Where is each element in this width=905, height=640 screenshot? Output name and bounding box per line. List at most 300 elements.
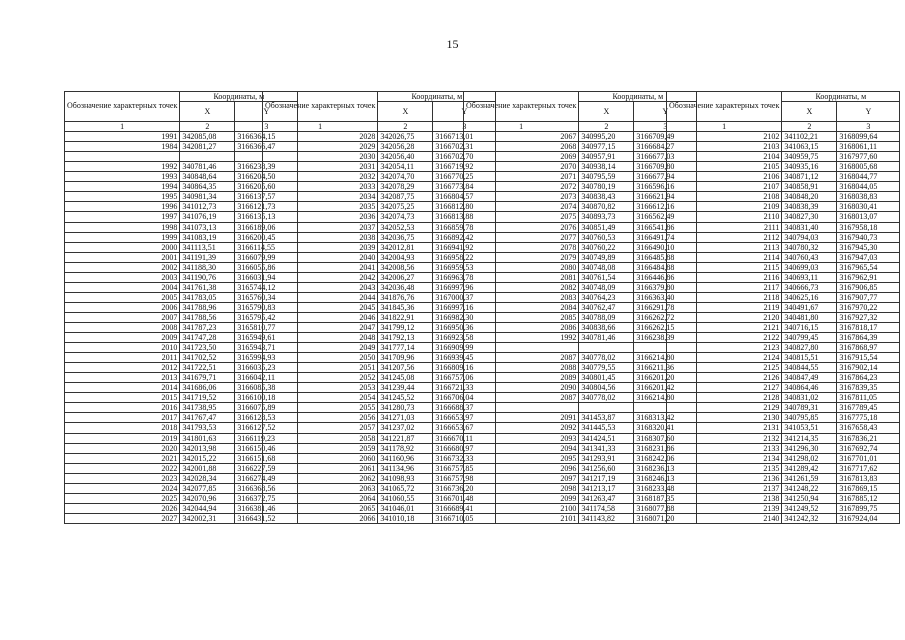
- table-row: [667, 192, 900, 202]
- table-row: [464, 513, 697, 523]
- point-number-cell: 2040: [263, 252, 378, 262]
- table-row: [464, 393, 697, 403]
- y-coordinate-cell: 3166941,92: [433, 242, 496, 252]
- point-number-cell: 2052: [263, 373, 378, 383]
- point-number-cell: 1993: [65, 172, 180, 182]
- table-row: [464, 363, 697, 373]
- y-coordinate-cell: 3168044,77: [837, 172, 900, 182]
- x-coordinate-cell: 341214,35: [782, 433, 837, 443]
- y-coordinate-cell: 3168313,42: [634, 413, 697, 423]
- y-coordinate-cell: 3166238,39: [634, 333, 697, 343]
- point-number-cell: 2093: [464, 433, 579, 443]
- x-coordinate-cell: 342013,98: [180, 443, 235, 453]
- table-row: [667, 383, 900, 393]
- y-coordinate-cell: 3167818,17: [837, 322, 900, 332]
- point-number-cell: 2001: [65, 252, 180, 262]
- point-number-cell: 2088: [464, 363, 579, 373]
- x-coordinate-cell: 341083,19: [180, 232, 235, 242]
- x-coordinate-cell: 340935,16: [782, 162, 837, 172]
- y-coordinate-cell: 3168307,60: [634, 433, 697, 443]
- point-number-cell: 2037: [263, 222, 378, 232]
- point-number-cell: 2033: [263, 182, 378, 192]
- x-coordinate-cell: 341053,51: [782, 423, 837, 433]
- x-coordinate-cell: 340851,49: [579, 222, 634, 232]
- y-coordinate-cell: 3166709,49: [634, 132, 697, 142]
- point-number-cell: 2024: [65, 483, 180, 493]
- point-number-cell: 2082: [464, 282, 579, 292]
- table-row: [667, 282, 900, 292]
- point-number-cell: 2028: [263, 132, 378, 142]
- y-coordinate-cell: 3166706,04: [433, 393, 496, 403]
- table-row: [464, 162, 697, 172]
- x-coordinate-cell: 341783,05: [180, 292, 235, 302]
- point-number-cell: 2050: [263, 353, 378, 363]
- x-coordinate-cell: 340848,20: [782, 192, 837, 202]
- y-coordinate-cell: 3166128,53: [235, 413, 298, 423]
- table-row: [667, 333, 900, 343]
- point-number-cell: 2136: [667, 473, 782, 483]
- y-coordinate-cell: 3167868,97: [837, 343, 900, 353]
- x-coordinate-cell: 341102,21: [782, 132, 837, 142]
- point-number-cell: 2109: [667, 202, 782, 212]
- table-row: [464, 403, 697, 413]
- y-coordinate-cell: 3166201,42: [634, 383, 697, 393]
- point-number-cell: 2006: [65, 302, 180, 312]
- column-number: 1: [667, 122, 782, 132]
- x-coordinate-cell: 340794,03: [782, 232, 837, 242]
- x-coordinate-cell: 340780,32: [782, 242, 837, 252]
- point-number-cell: 2070: [464, 162, 579, 172]
- table-row: [263, 493, 496, 503]
- x-coordinate-cell: 340748,09: [579, 282, 634, 292]
- x-coordinate-cell: 342036,75: [378, 232, 433, 242]
- y-coordinate-cell: 3166127,52: [235, 423, 298, 433]
- table-row: [667, 403, 900, 413]
- point-number-cell: 2023: [65, 473, 180, 483]
- table-row: [464, 353, 697, 363]
- x-coordinate-cell: 341702,52: [180, 353, 235, 363]
- x-coordinate-cell: 340780,19: [579, 182, 634, 192]
- point-number-cell: 2004: [65, 282, 180, 292]
- column-number: 2: [782, 122, 837, 132]
- x-coordinate-cell: 340778,02: [579, 353, 634, 363]
- point-number-cell: 2054: [263, 393, 378, 403]
- table-row: [464, 202, 697, 212]
- x-coordinate-cell: 341010,18: [378, 513, 433, 523]
- x-coordinate-cell: 341178,92: [378, 443, 433, 453]
- x-coordinate-cell: 340761,54: [579, 272, 634, 282]
- point-number-cell: 2008: [65, 322, 180, 332]
- y-coordinate-cell: 3166804,57: [433, 192, 496, 202]
- x-coordinate-cell: 342075,25: [378, 202, 433, 212]
- x-coordinate-cell: 341280,73: [378, 403, 433, 413]
- point-number-cell: 2026: [65, 503, 180, 513]
- point-number-cell: 2122: [667, 333, 782, 343]
- x-coordinate-cell: 340838,39: [782, 202, 837, 212]
- x-coordinate-cell: 341143,82: [579, 513, 634, 523]
- point-number-cell: 2131: [667, 423, 782, 433]
- x-coordinate-cell: 342001,88: [180, 463, 235, 473]
- y-coordinate-cell: 3167813,83: [837, 473, 900, 483]
- y-coordinate-cell: 3166541,86: [634, 222, 697, 232]
- point-number-cell: 2124: [667, 353, 782, 363]
- x-coordinate-cell: 342085,08: [180, 132, 235, 142]
- table-row: [263, 222, 496, 232]
- y-coordinate-cell: 3167864,39: [837, 333, 900, 343]
- x-coordinate-cell: 341237,02: [378, 423, 433, 433]
- table-row: [464, 192, 697, 202]
- y-coordinate-cell: 3166653,97: [433, 413, 496, 423]
- coords-label-header: Координаты, м: [378, 92, 496, 102]
- table-row: [263, 403, 496, 413]
- table-row: [667, 513, 900, 523]
- x-coordinate-cell: 342015,22: [180, 453, 235, 463]
- point-number-cell: 2121: [667, 322, 782, 332]
- point-number-cell: 2047: [263, 322, 378, 332]
- y-coordinate-cell: 3166621,94: [634, 192, 697, 202]
- point-number-cell: 2061: [263, 463, 378, 473]
- x-coordinate-cell: 341188,30: [180, 262, 235, 272]
- table-row: [667, 393, 900, 403]
- y-coordinate-cell: 3166959,53: [433, 262, 496, 272]
- point-number-cell: 2112: [667, 232, 782, 242]
- table-row: [464, 252, 697, 262]
- y-coordinate-cell: 3165795,42: [235, 312, 298, 322]
- x-coordinate-cell: 341722,51: [180, 363, 235, 373]
- y-coordinate-cell: 3168242,06: [634, 453, 697, 463]
- table-row: [464, 483, 697, 493]
- x-coordinate-cell: 341341,33: [579, 443, 634, 453]
- table-row: [263, 132, 496, 142]
- y-coordinate-cell: 3167836,21: [837, 433, 900, 443]
- y-coordinate-cell: 3168013,07: [837, 212, 900, 222]
- table-row: [464, 262, 697, 272]
- page-number: 15: [446, 37, 459, 51]
- point-number-cell: 2059: [263, 443, 378, 453]
- x-coordinate-cell: 341239,44: [378, 383, 433, 393]
- x-header: X: [180, 102, 235, 122]
- y-coordinate-cell: 3166484,88: [634, 262, 697, 272]
- y-coordinate-cell: 3166562,49: [634, 212, 697, 222]
- x-coordinate-cell: 341801,63: [180, 433, 235, 443]
- point-number-cell: 2090: [464, 383, 579, 393]
- table-row: [667, 353, 900, 363]
- point-number-cell: 2114: [667, 252, 782, 262]
- y-coordinate-cell: 3166031,94: [235, 272, 298, 282]
- point-number-cell: 2129: [667, 403, 782, 413]
- point-number-cell: 2049: [263, 343, 378, 353]
- x-coordinate-cell: 341788,56: [180, 312, 235, 322]
- x-coordinate-cell: 341190,76: [180, 272, 235, 282]
- y-coordinate-cell: 3166274,49: [235, 473, 298, 483]
- table-row: [263, 383, 496, 393]
- y-coordinate-cell: 3166812,80: [433, 202, 496, 212]
- table-row: [263, 282, 496, 292]
- point-number-cell: 2042: [263, 272, 378, 282]
- table-row: [464, 343, 697, 353]
- x-coordinate-cell: 342012,81: [378, 242, 433, 252]
- table-row: [464, 142, 697, 152]
- x-coordinate-cell: 341761,38: [180, 282, 235, 292]
- point-number-cell: 2013: [65, 373, 180, 383]
- table-row: [667, 152, 900, 162]
- y-coordinate-cell: 3166721,33: [433, 383, 496, 393]
- table-row: [464, 453, 697, 463]
- table-row: [263, 433, 496, 443]
- point-number-cell: 2065: [263, 503, 378, 513]
- x-header: X: [782, 102, 837, 122]
- x-coordinate-cell: 340762,47: [579, 302, 634, 312]
- point-number-cell: 2140: [667, 513, 782, 523]
- x-coordinate-cell: 342087,75: [378, 192, 433, 202]
- table-row: [464, 333, 697, 343]
- point-number-cell: 2036: [263, 212, 378, 222]
- x-coordinate-cell: 342036,48: [378, 282, 433, 292]
- x-coordinate-cell: 340491,67: [782, 302, 837, 312]
- table-row: [263, 262, 496, 272]
- x-coordinate-cell: 340864,46: [782, 383, 837, 393]
- y-coordinate-cell: 3166773,84: [433, 182, 496, 192]
- column-number: 3: [433, 122, 496, 132]
- point-number-cell: 2073: [464, 192, 579, 202]
- table-row: [667, 473, 900, 483]
- x-coordinate-cell: 341876,76: [378, 292, 433, 302]
- table-body: [263, 132, 496, 524]
- point-number-cell: [464, 343, 579, 353]
- x-coordinate-cell: 341245,08: [378, 373, 433, 383]
- table-row: [667, 413, 900, 423]
- x-coordinate-cell: 340831,40: [782, 222, 837, 232]
- point-number-cell: 2096: [464, 463, 579, 473]
- table-body: [464, 132, 697, 524]
- point-number-cell: 2119: [667, 302, 782, 312]
- table-row: [464, 302, 697, 312]
- x-coordinate-cell: 340827,80: [782, 343, 837, 353]
- x-coordinate-cell: 341046,01: [378, 503, 433, 513]
- x-coordinate-cell: 341747,28: [180, 333, 235, 343]
- point-number-cell: 2005: [65, 292, 180, 302]
- y-coordinate-cell: 3167940,73: [837, 232, 900, 242]
- y-coordinate-cell: 3168038,83: [837, 192, 900, 202]
- table-row: [667, 343, 900, 353]
- x-coordinate-cell: 341191,39: [180, 252, 235, 262]
- y-coordinate-cell: 3166151,68: [235, 453, 298, 463]
- point-number-cell: 2009: [65, 333, 180, 343]
- x-coordinate-cell: 340779,55: [579, 363, 634, 373]
- point-number-cell: 2130: [667, 413, 782, 423]
- table-row: [263, 322, 496, 332]
- y-coordinate-cell: 3166909,99: [433, 343, 496, 353]
- point-number-cell: 2139: [667, 503, 782, 513]
- y-coordinate-cell: 3167885,12: [837, 493, 900, 503]
- y-coordinate-cell: 3166150,46: [235, 443, 298, 453]
- y-coordinate-cell: 3167958,18: [837, 222, 900, 232]
- x-coordinate-cell: 340864,35: [180, 182, 235, 192]
- point-number-cell: 2007: [65, 312, 180, 322]
- table-row: [263, 302, 496, 312]
- y-coordinate-cell: 3166214,80: [634, 393, 697, 403]
- table-row: [667, 312, 900, 322]
- point-number-cell: 2066: [263, 513, 378, 523]
- table-row: [464, 443, 697, 453]
- point-number-cell: 2012: [65, 363, 180, 373]
- table-row: [263, 443, 496, 453]
- y-coordinate-cell: 3166997,16: [433, 302, 496, 312]
- x-coordinate-cell: 340938,14: [579, 162, 634, 172]
- table-row: [667, 322, 900, 332]
- x-coordinate-cell: 341160,96: [378, 453, 433, 463]
- table-row: [667, 423, 900, 433]
- y-coordinate-cell: 3167869,15: [837, 483, 900, 493]
- table-row: [667, 483, 900, 493]
- table-row: [263, 343, 496, 353]
- point-number-cell: 2071: [464, 172, 579, 182]
- point-number-cell: 2111: [667, 222, 782, 232]
- table-row: [263, 272, 496, 282]
- x-coordinate-cell: 340831,02: [782, 393, 837, 403]
- y-coordinate-cell: 3168061,11: [837, 142, 900, 152]
- point-number-cell: 2046: [263, 312, 378, 322]
- y-coordinate-cell: 3166368,56: [235, 483, 298, 493]
- y-coordinate-cell: 3166119,23: [235, 433, 298, 443]
- x-coordinate-cell: 341063,15: [782, 142, 837, 152]
- column-number: 2: [579, 122, 634, 132]
- table-row: [667, 142, 900, 152]
- coords-label-header: Координаты, м: [782, 92, 900, 102]
- table-row: [464, 272, 697, 282]
- x-coordinate-cell: 342074,70: [378, 172, 433, 182]
- x-header: X: [579, 102, 634, 122]
- x-coordinate-cell: 342077,85: [180, 483, 235, 493]
- y-coordinate-cell: 3166892,42: [433, 232, 496, 242]
- x-coordinate-cell: 340827,30: [782, 212, 837, 222]
- x-coordinate-cell: 340789,31: [782, 403, 837, 413]
- y-coordinate-cell: 3166291,78: [634, 302, 697, 312]
- table-row: [667, 252, 900, 262]
- point-number-cell: 2106: [667, 172, 782, 182]
- x-coordinate-cell: 342028,34: [180, 473, 235, 483]
- y-coordinate-cell: 3166055,86: [235, 262, 298, 272]
- point-number-cell: 1999: [65, 232, 180, 242]
- y-coordinate-cell: 3166770,25: [433, 172, 496, 182]
- y-coordinate-cell: 3167907,77: [837, 292, 900, 302]
- point-number-cell: 1984: [65, 142, 180, 152]
- point-number-cell: 2029: [263, 142, 378, 152]
- point-number-cell: 1992: [464, 333, 579, 343]
- table-row: [667, 182, 900, 192]
- y-coordinate-cell: 3166227,59: [235, 463, 298, 473]
- x-coordinate-cell: 341686,06: [180, 383, 235, 393]
- point-number-cell: 2055: [263, 403, 378, 413]
- point-number-cell: 2022: [65, 463, 180, 473]
- coordinates-table-4: [666, 91, 900, 524]
- point-number-cell: 2084: [464, 302, 579, 312]
- y-coordinate-cell: 3166075,89: [235, 403, 298, 413]
- y-coordinate-cell: 3167864,23: [837, 373, 900, 383]
- point-number-cell: 2095: [464, 453, 579, 463]
- point-number-cell: 2134: [667, 453, 782, 463]
- point-number-cell: 2120: [667, 312, 782, 322]
- table-row: [667, 503, 900, 513]
- y-coordinate-cell: 3167899,75: [837, 503, 900, 513]
- x-coordinate-cell: 340781,46: [579, 333, 634, 343]
- x-coordinate-cell: [579, 343, 634, 353]
- x-coordinate-cell: 340749,89: [579, 252, 634, 262]
- point-number-cell: 2031: [263, 162, 378, 172]
- table-row: [464, 312, 697, 322]
- x-coordinate-cell: 341213,17: [579, 483, 634, 493]
- x-coordinate-cell: 340760,22: [579, 242, 634, 252]
- table-row: [667, 292, 900, 302]
- x-coordinate-cell: 341271,03: [378, 413, 433, 423]
- x-coordinate-cell: 341261,59: [782, 473, 837, 483]
- table-row: [263, 373, 496, 383]
- x-coordinate-cell: 340625,16: [782, 292, 837, 302]
- x-coordinate-cell: 341293,91: [579, 453, 634, 463]
- point-number-cell: 2044: [263, 292, 378, 302]
- x-coordinate-cell: 342002,31: [180, 513, 235, 523]
- y-coordinate-cell: 3166238,39: [235, 162, 298, 172]
- x-coordinate-cell: 342070,96: [180, 493, 235, 503]
- y-coordinate-cell: 3167775,18: [837, 413, 900, 423]
- y-coordinate-cell: 3166963,78: [433, 272, 496, 282]
- point-number-cell: 2014: [65, 383, 180, 393]
- x-coordinate-cell: 341445,53: [579, 423, 634, 433]
- coords-label-header: Координаты, м: [180, 92, 298, 102]
- y-coordinate-cell: 3167789,45: [837, 403, 900, 413]
- y-coordinate-cell: 3166100,18: [235, 393, 298, 403]
- table-row: [667, 172, 900, 182]
- y-coordinate-cell: 3166205,60: [235, 182, 298, 192]
- x-coordinate-cell: 341245,52: [378, 393, 433, 403]
- x-coordinate-cell: 341289,42: [782, 463, 837, 473]
- x-coordinate-cell: 340959,75: [782, 152, 837, 162]
- coordinates-table-3: [463, 91, 697, 524]
- table-row: [464, 292, 697, 302]
- x-coordinate-cell: 341453,87: [579, 413, 634, 423]
- x-coordinate-cell: 340847,49: [782, 373, 837, 383]
- x-coordinate-cell: 342026,75: [378, 132, 433, 142]
- point-number-cell: 2123: [667, 343, 782, 353]
- point-number-cell: 2132: [667, 433, 782, 443]
- x-coordinate-cell: 341298,02: [782, 453, 837, 463]
- point-number-cell: 2027: [65, 513, 180, 523]
- x-coordinate-cell: 341098,93: [378, 473, 433, 483]
- point-number-cell: 2030: [263, 152, 378, 162]
- y-coordinate-cell: 3166689,41: [433, 503, 496, 513]
- x-coordinate-cell: 341174,58: [579, 503, 634, 513]
- table-row: [263, 182, 496, 192]
- point-number-cell: 2062: [263, 473, 378, 483]
- table-row: [263, 242, 496, 252]
- table-row: [667, 222, 900, 232]
- point-number-cell: 2015: [65, 393, 180, 403]
- y-coordinate-cell: 3166684,27: [634, 142, 697, 152]
- y-coordinate-cell: 3166688,37: [433, 403, 496, 413]
- y-coordinate-cell: 3166201,20: [634, 373, 697, 383]
- point-label-header: Обозначение характерных точек: [464, 92, 579, 122]
- y-coordinate-cell: 3166085,38: [235, 383, 298, 393]
- point-number-cell: 2010: [65, 343, 180, 353]
- point-number-cell: 2067: [464, 132, 579, 142]
- y-coordinate-cell: 3166114,55: [235, 242, 298, 252]
- y-coordinate-cell: 3166135,13: [235, 212, 298, 222]
- y-coordinate-cell: 3167717,62: [837, 463, 900, 473]
- x-coordinate-cell: 340801,45: [579, 373, 634, 383]
- table-row: [464, 503, 697, 513]
- point-number-cell: 2076: [464, 222, 579, 232]
- point-number-cell: 2002: [65, 262, 180, 272]
